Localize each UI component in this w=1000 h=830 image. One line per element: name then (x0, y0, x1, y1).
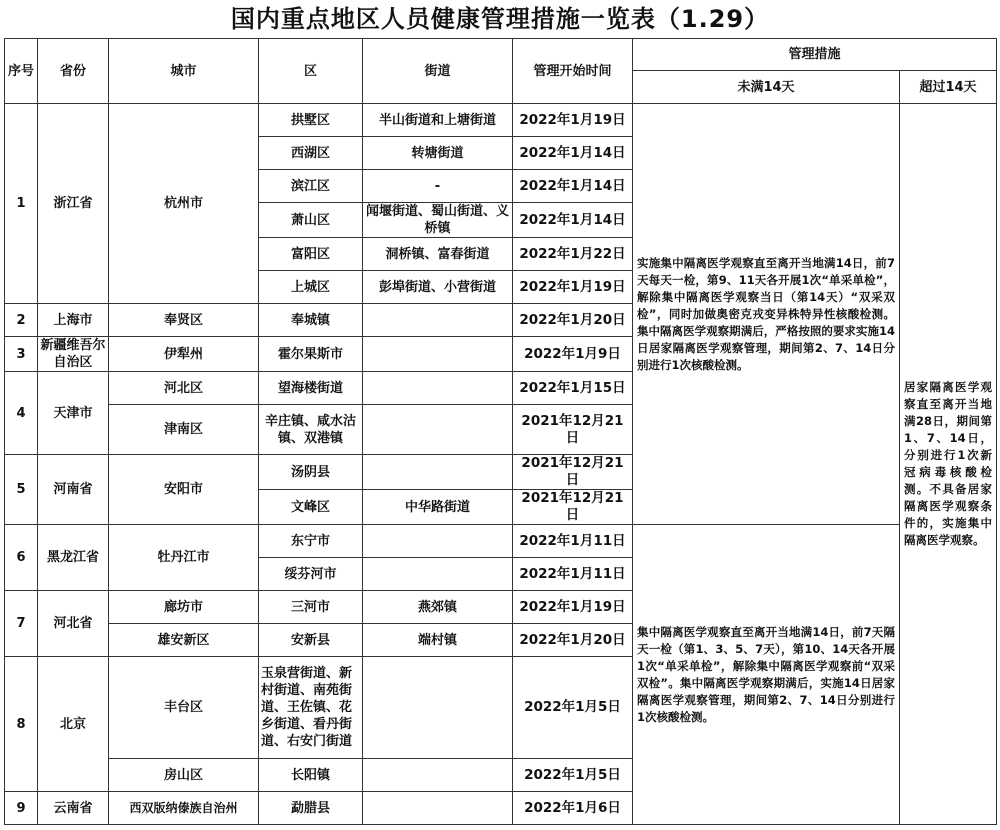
city-cell: 丰台区 (109, 657, 259, 759)
street-cell (363, 304, 513, 337)
date-cell: 2022年1月20日 (513, 624, 633, 657)
date-cell: 2022年1月5日 (513, 657, 633, 759)
city-cell: 牡丹江市 (109, 525, 259, 591)
province-cell: 河北省 (38, 591, 109, 657)
date-cell: 2022年1月6日 (513, 792, 633, 825)
seq-cell: 1 (5, 104, 38, 304)
measure-under14-b: 集中隔离医学观察直至离开当地满14日，前7天隔天一检（第1、3、5、7天），第10、14天各开展1次“单采单检”，解除集中隔离医学观察前“双采双检”。集中隔离医学观察期满后，实施14日居家隔离医学观察管理，期间第2、7、14日分别进行1次核酸检测。 (633, 525, 900, 825)
province-cell: 云南省 (38, 792, 109, 825)
seq-cell: 3 (5, 337, 38, 372)
province-cell: 上海市 (38, 304, 109, 337)
street-cell (363, 558, 513, 591)
header-over14: 超过14天 (900, 71, 997, 104)
district-cell: 上城区 (259, 271, 363, 304)
street-cell: - (363, 170, 513, 203)
street-cell: 半山街道和上塘街道 (363, 104, 513, 137)
district-cell: 奉城镇 (259, 304, 363, 337)
health-measures-table (4, 38, 997, 825)
city-cell: 奉贤区 (109, 304, 259, 337)
district-cell: 滨江区 (259, 170, 363, 203)
date-cell: 2021年12月21日 (513, 405, 633, 455)
date-cell: 2022年1月19日 (513, 271, 633, 304)
city-cell: 河北区 (109, 372, 259, 405)
date-cell: 2021年12月21日 (513, 455, 633, 490)
district-cell: 文峰区 (259, 490, 363, 525)
street-cell (363, 792, 513, 825)
city-cell: 雄安新区 (109, 624, 259, 657)
street-cell: 中华路街道 (363, 490, 513, 525)
district-cell: 长阳镇 (259, 759, 363, 792)
district-cell: 玉泉营街道、新村街道、南苑街道、王佐镇、花乡街道、看丹街道、右安门街道 (259, 657, 363, 759)
header-row (5, 39, 997, 71)
header-street: 街道 (363, 39, 513, 104)
street-cell: 洞桥镇、富春街道 (363, 238, 513, 271)
street-cell: 端村镇 (363, 624, 513, 657)
city-cell: 伊犁州 (109, 337, 259, 372)
page-title: 国内重点地区人员健康管理措施一览表（1.29） (230, 5, 770, 33)
measure-over14: 居家隔离医学观察直至离开当地满28日，期间第1、7、14日，分别进行1次新冠病毒核酸检测。不具备居家隔离医学观察条件的，实施集中隔离医学观察。 (900, 104, 997, 825)
city-cell: 西双版纳傣族自治州 (109, 792, 259, 825)
seq-cell: 2 (5, 304, 38, 337)
date-cell: 2022年1月11日 (513, 558, 633, 591)
seq-cell: 7 (5, 591, 38, 657)
street-cell: 闻堰街道、蜀山街道、义桥镇 (363, 203, 513, 238)
seq-cell: 5 (5, 455, 38, 525)
district-cell: 萧山区 (259, 203, 363, 238)
header-seq: 序号 (5, 39, 38, 104)
header-province: 省份 (38, 39, 109, 104)
city-cell: 房山区 (109, 759, 259, 792)
district-cell: 勐腊县 (259, 792, 363, 825)
seq-cell: 9 (5, 792, 38, 825)
date-cell: 2022年1月11日 (513, 525, 633, 558)
header-district: 区 (259, 39, 363, 104)
province-cell: 天津市 (38, 372, 109, 455)
header-start: 管理开始时间 (513, 39, 633, 104)
city-cell: 杭州市 (109, 104, 259, 304)
date-cell: 2022年1月14日 (513, 137, 633, 170)
seq-cell: 4 (5, 372, 38, 455)
district-cell: 富阳区 (259, 238, 363, 271)
date-cell: 2022年1月14日 (513, 203, 633, 238)
street-cell: 彭埠街道、小营街道 (363, 271, 513, 304)
measure-under14-a: 实施集中隔离医学观察直至离开当地满14日，前7天每天一检，第9、11天各开展1次“单采单检”，解除集中隔离医学观察当日（第14天）“双采双检”，同时加做奥密克戎变异株特异性核酸检测。集中隔离医学观察期满后，严格按照的要求实施14日居家隔离医学观察管理，期间第2、7、14日分别进行1次核酸检测。 (633, 104, 900, 525)
district-cell: 辛庄镇、咸水沽镇、双港镇 (259, 405, 363, 455)
province-cell: 新疆维吾尔自治区 (38, 337, 109, 372)
seq-cell: 6 (5, 525, 38, 591)
date-cell: 2022年1月22日 (513, 238, 633, 271)
district-cell: 霍尔果斯市 (259, 337, 363, 372)
province-cell: 北京 (38, 657, 109, 792)
date-cell: 2022年1月14日 (513, 170, 633, 203)
street-cell (363, 759, 513, 792)
street-cell (363, 372, 513, 405)
date-cell: 2022年1月15日 (513, 372, 633, 405)
date-cell: 2022年1月5日 (513, 759, 633, 792)
city-cell: 津南区 (109, 405, 259, 455)
date-cell: 2022年1月20日 (513, 304, 633, 337)
table-row (5, 525, 997, 558)
province-cell: 黑龙江省 (38, 525, 109, 591)
header-measures: 管理措施 (633, 39, 997, 71)
street-cell (363, 455, 513, 490)
district-cell: 望海楼街道 (259, 372, 363, 405)
seq-cell: 8 (5, 657, 38, 792)
header-city: 城市 (109, 39, 259, 104)
province-cell: 浙江省 (38, 104, 109, 304)
header-under14: 未满14天 (633, 71, 900, 104)
street-cell (363, 657, 513, 759)
street-cell (363, 337, 513, 372)
district-cell: 安新县 (259, 624, 363, 657)
street-cell: 燕郊镇 (363, 591, 513, 624)
street-cell (363, 405, 513, 455)
district-cell: 三河市 (259, 591, 363, 624)
city-cell: 安阳市 (109, 455, 259, 525)
street-cell (363, 525, 513, 558)
district-cell: 拱墅区 (259, 104, 363, 137)
district-cell: 东宁市 (259, 525, 363, 558)
date-cell: 2022年1月9日 (513, 337, 633, 372)
city-cell: 廊坊市 (109, 591, 259, 624)
district-cell: 汤阴县 (259, 455, 363, 490)
date-cell: 2021年12月21日 (513, 490, 633, 525)
district-cell: 绥芬河市 (259, 558, 363, 591)
district-cell: 西湖区 (259, 137, 363, 170)
province-cell: 河南省 (38, 455, 109, 525)
street-cell: 转塘街道 (363, 137, 513, 170)
date-cell: 2022年1月19日 (513, 591, 633, 624)
table-row (5, 104, 997, 137)
date-cell: 2022年1月19日 (513, 104, 633, 137)
